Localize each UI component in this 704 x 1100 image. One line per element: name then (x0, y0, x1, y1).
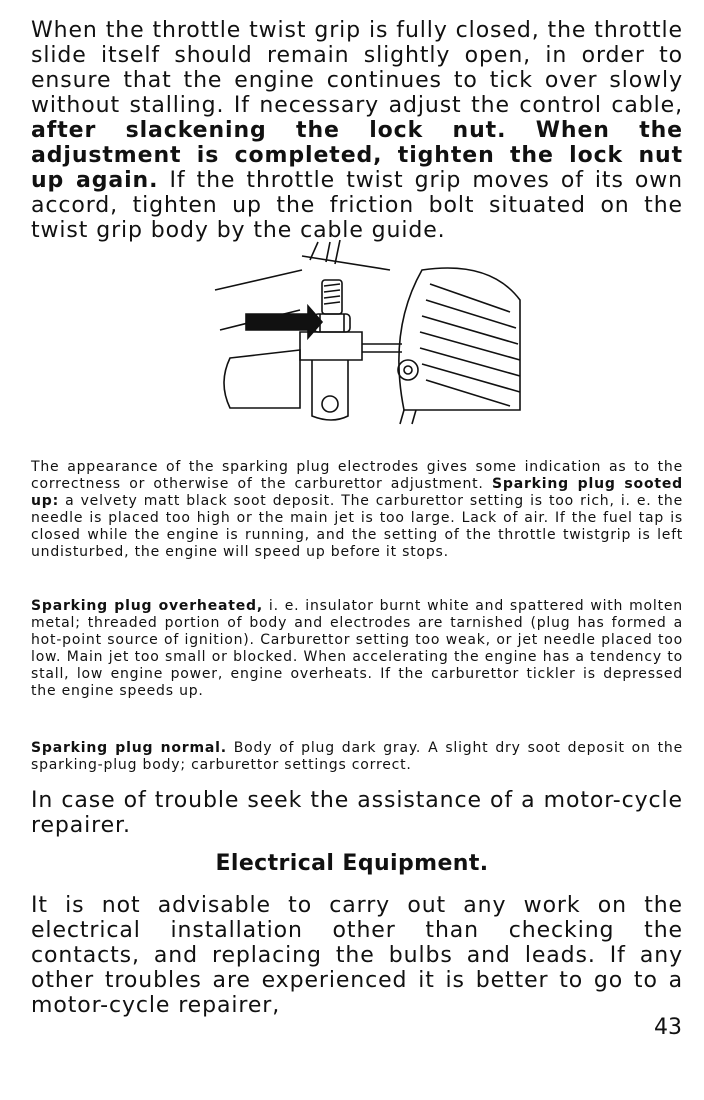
sooted-label: Sparking plug sooted up: (31, 476, 683, 509)
electrical-equipment-heading: Electrical Equipment. (215, 851, 489, 876)
trouble-text: In case of trouble seek the assistance of a motor-cycle repairer. (31, 788, 683, 838)
overheated-text: i. e. insulator burnt white and spattered with molten metal; threaded portion of body and electrodes are tarnished (plug has formed a hot-point source of ignition). Carburettor setting too weak, or jet needle placed too low. Main jet too small or blocked. When accelerating the engine has a tendency to stall, low engine power, engine overheats. If the carburettor tickler is depressed the engine speeds up. (31, 598, 683, 699)
overheated-paragraph (31, 598, 683, 700)
normal-text: Body of plug dark gray. A slight dry soot deposit on the sparking-plug body; carburettor settings correct. (31, 740, 683, 773)
normal-label: Sparking plug normal. (31, 740, 227, 756)
sooted-text: a velvety matt black soot deposit. The carburettor setting is too rich, i. e. the needle is placed too high or the main jet is too large. Lack of air. If the fuel tap is closed while the engine is running, and the setting of the throttle twistgrip is left undisturbed, the engine will speed up before it stops. (31, 493, 683, 560)
throttle-text-part1: When the throttle twist grip is fully closed, the throttle slide itself should remain slightly open, in order to ensure that the engine continues to tick over slowly without stalling. If necessary adjust the control cable, (31, 18, 683, 118)
trouble-paragraph (31, 788, 683, 838)
normal-paragraph (31, 740, 683, 774)
electrical-paragraph (31, 893, 683, 1018)
carburettor-throttle-icon (190, 240, 550, 425)
throttle-text-bold: after slackening the lock nut. When the adjustment is completed, tighten the lock nut up again. (31, 118, 683, 193)
overheated-label: Sparking plug overheated, (31, 598, 263, 614)
electrical-text: It is not advisable to carry out any work on the electrical installation other than checking the contacts, and replacing the bulbs and leads. If any other troubles are experienced it is better to go to a motor-cycle repairer, (31, 893, 683, 1018)
throttle-text-part2: If the throttle twist grip moves of its own accord, tighten up the friction bolt situated on the twist grip body by the cable guide. (31, 168, 683, 243)
throttle-adjustment-paragraph (31, 18, 683, 243)
appearance-paragraph (31, 459, 683, 561)
page-number: 43 (654, 1015, 682, 1040)
appearance-text: The appearance of the sparking plug electrodes gives some indication as to the correctness or otherwise of the carburettor adjustment. (31, 459, 683, 492)
carburettor-throttle-illustration (190, 240, 550, 425)
